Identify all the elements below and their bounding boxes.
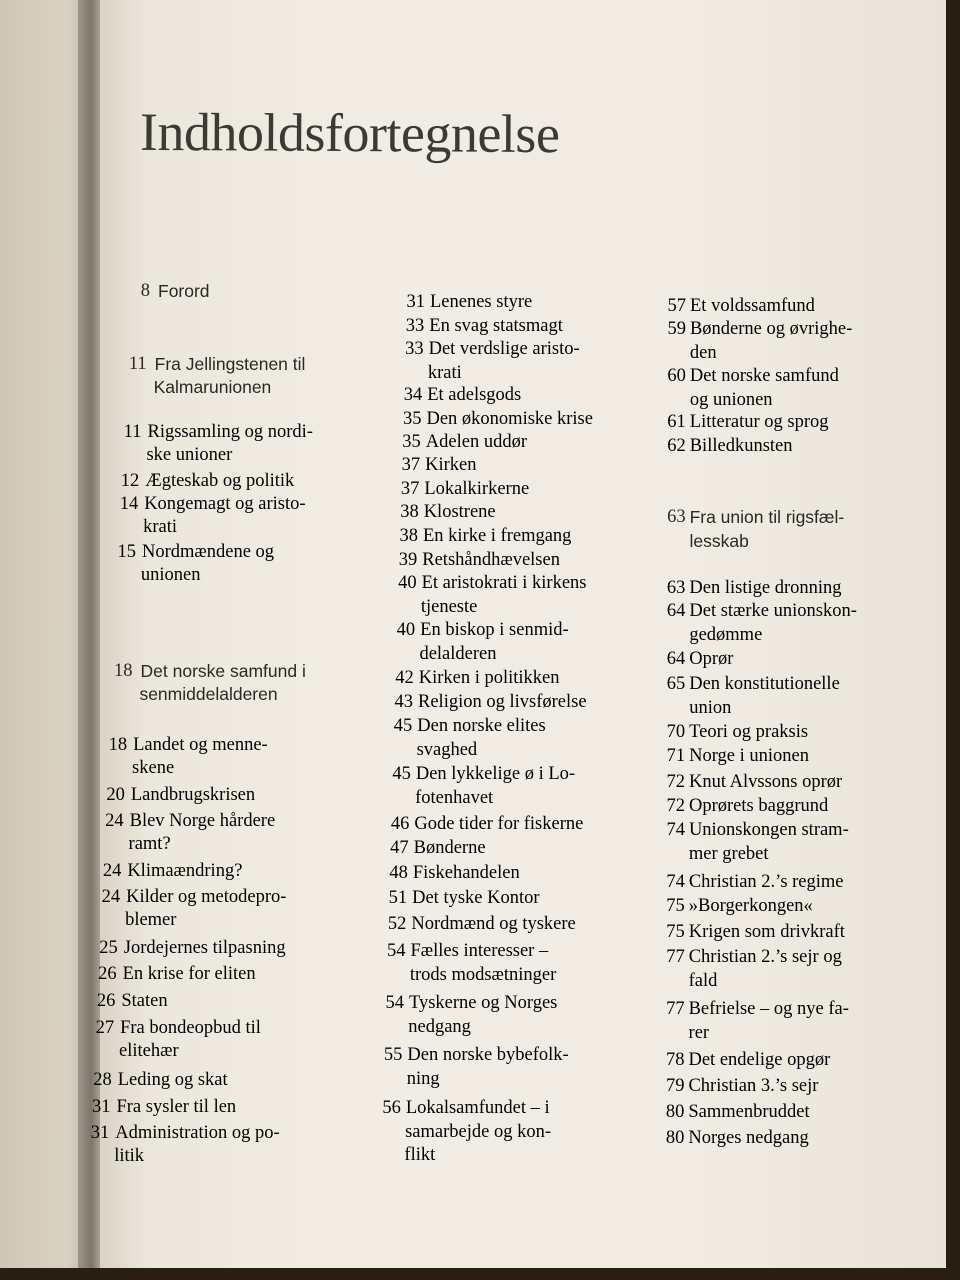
- entry-title: Det stærke unionskon-: [689, 601, 857, 621]
- entry-title: Fiskehandelen: [412, 863, 520, 883]
- entry-page-number: 24: [102, 861, 122, 881]
- entry-page-number: 33: [405, 316, 425, 336]
- entry-page-number: 26: [98, 964, 117, 984]
- entry-page-number: 80: [665, 1128, 685, 1148]
- entry-title: Bønderne: [413, 838, 486, 858]
- entry-page-number: 63: [666, 578, 686, 598]
- entry-title: Kirken: [425, 455, 477, 475]
- entry-page-number: 27: [95, 1018, 115, 1038]
- entry-page-number: 14: [119, 494, 139, 514]
- entry-page-number: 39: [398, 550, 418, 570]
- entry-page-number: 38: [400, 502, 419, 522]
- entry-title: ning: [406, 1068, 440, 1089]
- entry-title: fald: [688, 970, 718, 991]
- entry-page-number: 64: [666, 601, 686, 621]
- section-heading: Kalmarunionen: [153, 377, 272, 397]
- section-heading: Fra union til rigsfæl-: [689, 507, 845, 527]
- entry-page-number: 51: [388, 888, 408, 908]
- entry-title: En krise for eliten: [122, 964, 256, 984]
- entry-title: Leding og skat: [117, 1070, 228, 1090]
- entry-page-number: 40: [398, 573, 417, 593]
- entry-title: Krigen som drivkraft: [688, 922, 845, 942]
- section-heading: Fra Jellingstenen til: [154, 354, 306, 374]
- entry-page-number: 71: [666, 746, 686, 766]
- entry-title: ske unioner: [146, 445, 233, 465]
- entry-page-number: 31: [406, 292, 425, 312]
- entry-page-number: 59: [667, 319, 686, 339]
- entry-page-number: 46: [390, 814, 410, 834]
- entry-title: »Borgerkongen«: [688, 896, 813, 916]
- entry-page-number: 45: [392, 764, 411, 784]
- entry-page-number: 65: [666, 674, 686, 694]
- entry-page-number: 38: [399, 526, 418, 546]
- section-heading: Forord: [158, 281, 210, 301]
- entry-title: ramt?: [128, 834, 171, 854]
- entry-title: svaghed: [416, 739, 478, 760]
- entry-title: unionen: [140, 565, 201, 585]
- entry-title: Billedkunsten: [689, 436, 793, 456]
- entry-title: Lokalsamfundet – i: [405, 1098, 550, 1118]
- entry-page-number: 78: [665, 1050, 685, 1070]
- entry-page-number: 74: [666, 872, 685, 892]
- entry-page-number: 70: [666, 722, 686, 742]
- entry-title: flikt: [404, 1145, 436, 1165]
- entry-page-number: 75: [666, 922, 685, 942]
- entry-title: Et voldssamfund: [690, 296, 815, 316]
- entry-title: Christian 2.’s regime: [688, 872, 844, 892]
- entry-title: mer grebet: [688, 843, 769, 864]
- table-surface-bottom: [0, 1268, 960, 1280]
- entry-page-number: 55: [383, 1045, 403, 1065]
- entry-page-number: 24: [105, 811, 124, 831]
- entry-page-number: 57: [667, 296, 686, 316]
- entry-title: Tyskerne og Norges: [408, 993, 558, 1013]
- entry-page-number: 47: [390, 838, 409, 858]
- entry-page-number: 42: [395, 668, 414, 688]
- entry-page-number: 77: [666, 999, 685, 1019]
- entry-page-number: 62: [667, 436, 686, 456]
- entry-title: tjeneste: [420, 596, 478, 617]
- section-heading: senmiddelalderen: [139, 684, 278, 704]
- entry-page-number: 31: [91, 1097, 111, 1117]
- entry-title: En biskop i senmid-: [420, 620, 569, 640]
- entry-page-number: 72: [666, 796, 685, 816]
- entry-page-number: 18: [108, 735, 128, 755]
- entry-title: og unionen: [689, 389, 773, 410]
- entry-title: Lenenes styre: [430, 292, 533, 312]
- entry-title: Den økonomiske krise: [426, 409, 593, 429]
- entry-page-number: 25: [99, 938, 118, 958]
- entry-title: Befrielse – og nye fa-: [688, 999, 849, 1019]
- entry-title: Knut Alvssons oprør: [689, 772, 843, 792]
- entry-title: Unionskongen stram-: [688, 820, 849, 840]
- entry-title: blemer: [125, 910, 177, 930]
- entry-page-number: 37: [401, 455, 421, 475]
- section-page-number: 11: [128, 354, 147, 374]
- entry-title: trods modsætninger: [409, 964, 557, 985]
- entry-title: Ægteskab og politik: [145, 471, 295, 491]
- entry-title: Landet og menne-: [133, 735, 268, 755]
- entry-page-number: 60: [667, 366, 686, 386]
- entry-title: Det tyske Kontor: [412, 888, 540, 908]
- entry-title: Det endelige opgør: [688, 1050, 831, 1070]
- entry-title: Kilder og metodepro-: [126, 887, 287, 907]
- entry-title: Retshåndhævelsen: [422, 550, 560, 570]
- entry-title: Fælles interesser –: [410, 941, 549, 961]
- entry-title: union: [689, 697, 732, 718]
- entry-title: Den lykkelige ø i Lo-: [415, 764, 576, 784]
- entry-title: gedømme: [689, 624, 763, 645]
- entry-title: Lokalkirkerne: [424, 479, 530, 499]
- entry-title: Litteratur og sprog: [689, 412, 829, 432]
- entry-title: Landbrugskrisen: [130, 785, 256, 805]
- entry-title: Teori og praksis: [689, 722, 809, 742]
- entry-title: Religion og livsførelse: [418, 692, 587, 712]
- entry-title: Den norske elites: [417, 716, 546, 736]
- section-heading: lesskab: [689, 530, 749, 551]
- entry-title: Gode tider for fiskerne: [414, 814, 584, 834]
- entry-page-number: 79: [665, 1076, 685, 1096]
- entry-title: Staten: [121, 991, 168, 1011]
- entry-page-number: 15: [117, 542, 136, 562]
- entry-page-number: 48: [389, 863, 408, 883]
- entry-title: Et aristokrati i kirkens: [421, 573, 587, 593]
- entry-title: Fra sysler til len: [116, 1097, 237, 1117]
- entry-title: Klimaændring?: [127, 861, 243, 881]
- entry-title: Den norske bybefolk-: [407, 1045, 569, 1065]
- entry-title: Kongemagt og aristo-: [144, 494, 306, 514]
- entry-page-number: 61: [667, 412, 686, 432]
- entry-page-number: 52: [387, 914, 407, 934]
- entry-page-number: 24: [101, 887, 121, 907]
- entry-page-number: 12: [120, 471, 140, 491]
- entry-page-number: 31: [90, 1123, 110, 1143]
- entry-title: delalderen: [419, 643, 497, 664]
- entry-title: Rigssamling og nordi-: [147, 422, 313, 442]
- entry-page-number: 45: [393, 716, 413, 736]
- entry-title: samarbejde og kon-: [405, 1121, 552, 1142]
- section-page-number: 63: [667, 507, 686, 527]
- entry-page-number: 35: [402, 432, 421, 452]
- entry-title: fotenhavet: [415, 787, 494, 808]
- entry-page-number: 80: [665, 1102, 685, 1122]
- entry-page-number: 20: [106, 785, 125, 805]
- entry-page-number: 35: [402, 409, 422, 429]
- entry-title: Oprør: [689, 649, 734, 669]
- entry-title: Blev Norge hårdere: [129, 811, 276, 831]
- section-heading: Det norske samfund i: [140, 661, 306, 681]
- table-surface-right: [946, 0, 960, 1280]
- entry-page-number: 74: [666, 820, 685, 840]
- entry-page-number: 34: [403, 385, 423, 405]
- entry-title: Norges nedgang: [688, 1128, 809, 1148]
- entry-title: elitehær: [119, 1041, 179, 1061]
- entry-title: En svag statsmagt: [429, 316, 563, 336]
- entry-title: litik: [114, 1146, 145, 1166]
- entry-page-number: 72: [666, 772, 686, 792]
- entry-title: krati: [143, 517, 178, 537]
- entry-page-number: 54: [387, 941, 406, 961]
- entry-page-number: 37: [400, 479, 420, 499]
- entry-page-number: 77: [666, 947, 685, 967]
- entry-title: Et adelsgods: [427, 385, 522, 405]
- entry-page-number: 43: [394, 692, 413, 712]
- entry-page-number: 26: [96, 991, 116, 1011]
- entry-page-number: 75: [666, 896, 685, 916]
- entry-title: den: [689, 342, 717, 363]
- entry-page-number: 33: [405, 339, 424, 359]
- section-page-number: 18: [114, 661, 133, 681]
- entry-title: Administration og po-: [115, 1123, 280, 1143]
- entry-page-number: 64: [666, 649, 686, 669]
- entry-page-number: 56: [382, 1098, 401, 1118]
- entry-title: Sammenbruddet: [688, 1102, 810, 1122]
- entry-title: Nordmænd og tyskere: [411, 914, 576, 934]
- section-page-number: 8: [140, 281, 150, 301]
- entry-title: Jordejernes tilpasning: [123, 938, 286, 958]
- entry-title: rer: [688, 1022, 710, 1043]
- entry-title: En kirke i fremgang: [422, 526, 572, 546]
- entry-title: Kirken i politikken: [418, 668, 560, 688]
- entry-title: Norge i unionen: [689, 746, 809, 766]
- entry-page-number: 54: [385, 993, 404, 1013]
- entry-title: Den listige dronning: [689, 578, 842, 598]
- page-title: Indholdsfortegnelse: [139, 102, 560, 165]
- entry-title: skene: [132, 758, 175, 778]
- entry-title: Adelen uddør: [425, 432, 528, 452]
- entry-title: Nordmændene og: [141, 542, 275, 562]
- entry-title: Det verdslige aristo-: [428, 339, 580, 359]
- entry-title: Bønderne og øvrighe-: [689, 319, 853, 339]
- entry-page-number: 11: [123, 422, 142, 442]
- entry-title: Den konstitutionelle: [689, 674, 840, 694]
- entry-title: Oprørets baggrund: [689, 796, 829, 816]
- entry-title: Fra bondeopbud til: [120, 1018, 261, 1038]
- entry-title: Det norske samfund: [689, 366, 839, 386]
- entry-page-number: 40: [396, 620, 416, 640]
- entry-page-number: 28: [93, 1070, 112, 1090]
- entry-title: Christian 2.’s sejr og: [688, 947, 842, 967]
- entry-title: Christian 3.’s sejr: [688, 1076, 819, 1096]
- entry-title: nedgang: [408, 1016, 471, 1037]
- entry-title: krati: [427, 362, 462, 383]
- entry-title: Klostrene: [423, 502, 496, 522]
